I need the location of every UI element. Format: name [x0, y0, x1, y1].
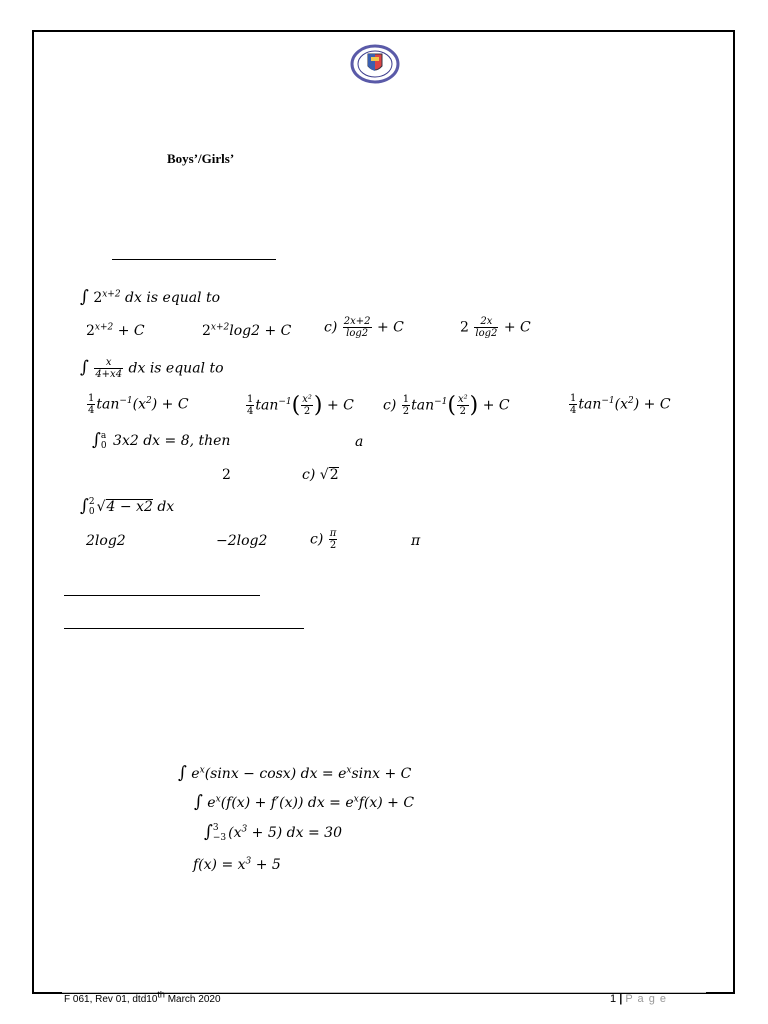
- footer-form-ref: F 061, Rev 01, dtd10th March 2020: [64, 989, 221, 1005]
- section-line-1: [64, 595, 260, 596]
- q1-option-d: 2 $\frac{2x}{\log 2}$ + C: [460, 316, 531, 339]
- q3-option-c: c) √2: [302, 467, 339, 483]
- q2-option-a: $\frac{1}{4}$ $\tan^{-1}(x^2) + C$: [88, 393, 189, 416]
- q2-option-c: c) $\frac{1}{2}$ $\tan^{-1}$( $\frac{\text{x²}}{2}$ ) + C: [383, 393, 510, 418]
- q4-option-a: 2log2: [86, 533, 126, 549]
- page-number: 1 | P a g e: [610, 993, 667, 1005]
- q1-stem: ∫ $2^{x+2}$ dx is equal to: [80, 287, 221, 307]
- q4-option-d: π: [411, 533, 421, 549]
- q4-stem: ∫ 2 0 √4 − x2 dx: [80, 496, 175, 517]
- formula-4: $f(x) = x^3 + 5$: [193, 856, 281, 873]
- q2-option-d: $\frac{1}{4}$ $\tan^{-1}(x^2) + C$: [570, 393, 671, 416]
- q4-option-c: c) $\frac{\pi}{2}$: [310, 528, 337, 551]
- formula-1: ∫ $e^x(\sin x - \cos x)$ dx = $e^x\sin x + C$: [178, 763, 412, 783]
- blank-line: [112, 259, 276, 260]
- q2-option-b: $\frac{1}{4}$ $\tan^{-1}$( $\frac{\text{x²}}{2}$ ) + C: [247, 393, 354, 418]
- school-logo: [350, 44, 400, 88]
- q2-stem: ∫ $\frac{x}{4+x4}$ dx is equal to: [80, 357, 224, 380]
- q3-tail: a: [355, 434, 364, 450]
- q1-option-b: $2^{x+2}\log 2 + C$: [202, 322, 292, 339]
- class-heading: Boys’/Girls’: [167, 151, 235, 166]
- formula-2: ∫ $e^x(f(x) + f'(x))$ dx = $e^xf(x) + C$: [194, 792, 415, 812]
- formula-3: ∫ 3 −3 $(x^3 + 5)$ dx = 30: [204, 822, 342, 843]
- q1-option-a: $2^{x+2} + C$: [86, 322, 145, 339]
- q3-stem: ∫ a 0 3x2 dx = 8, then: [92, 430, 231, 451]
- section-line-2: [64, 628, 304, 629]
- q1-option-c: c) $\frac{2x+2}{\log 2}$ + C: [324, 316, 404, 339]
- q3-option-b: 2: [222, 467, 231, 483]
- q4-option-b: −2log2: [216, 533, 268, 549]
